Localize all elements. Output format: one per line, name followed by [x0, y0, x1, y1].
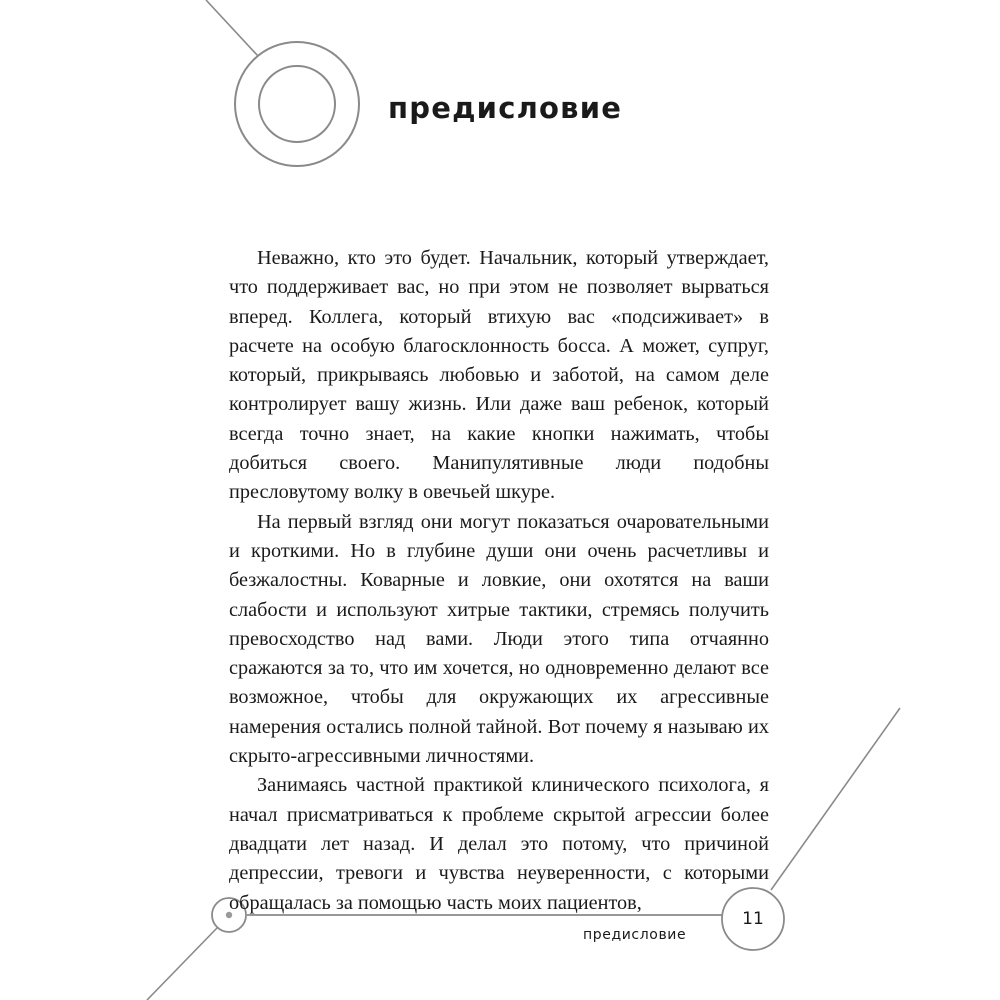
decor-line-bottom-left: [147, 928, 217, 1000]
decor-circle-outer: [235, 42, 359, 166]
page-number: 11: [742, 909, 764, 929]
body-text: [229, 244, 769, 918]
running-head: предисловие: [583, 927, 687, 943]
chapter-title: предисловие: [388, 91, 623, 125]
decor-circle-inner: [259, 66, 335, 142]
decor-line-right: [771, 708, 900, 890]
paragraph: Занимаясь частной практикой клинического психолога, я начал присматриваться к проблеме скрытой агрессии более двадцати лет назад. И делал это потому, что причиной депрессии, тревоги и чувства неуверенности, с которыми обращалась за помощью часть моих пациентов,: [229, 774, 769, 914]
paragraph: Неважно, кто это будет. Начальник, который утверждает, что поддерживает вас, но при этом не позволяет вырваться вперед. Коллега, который втихую вас «подсиживает» в расчете на особую благосклонность босса. А может, супруг, который, прикрываясь любовью и заботой, на самом деле контролирует вашу жизнь. Или даже ваш ребенок, который всегда точно знает, на какие кнопки нажимать, чтобы добиться своего. Манипулятивные люди подобны пресловутому волку в овечьей шкуре.: [229, 247, 769, 504]
paragraph: На первый взгляд они могут показаться очаровательными и кроткими. Но в глубине души они очень расчетливы и безжалостны. Коварные и ловкие, они охотятся на ваши слабости и используют хитрые тактики, стремясь получить превосходство над вами. Люди этого типа отчаянно сражаются за то, что им хочется, но одновременно делают все возможное, чтобы для окружающих их агрессивные намерения остались полной тайной. Вот почему я называю их скрыто-агрессивными личностями.: [229, 510, 769, 768]
decor-line-top: [206, 0, 258, 56]
